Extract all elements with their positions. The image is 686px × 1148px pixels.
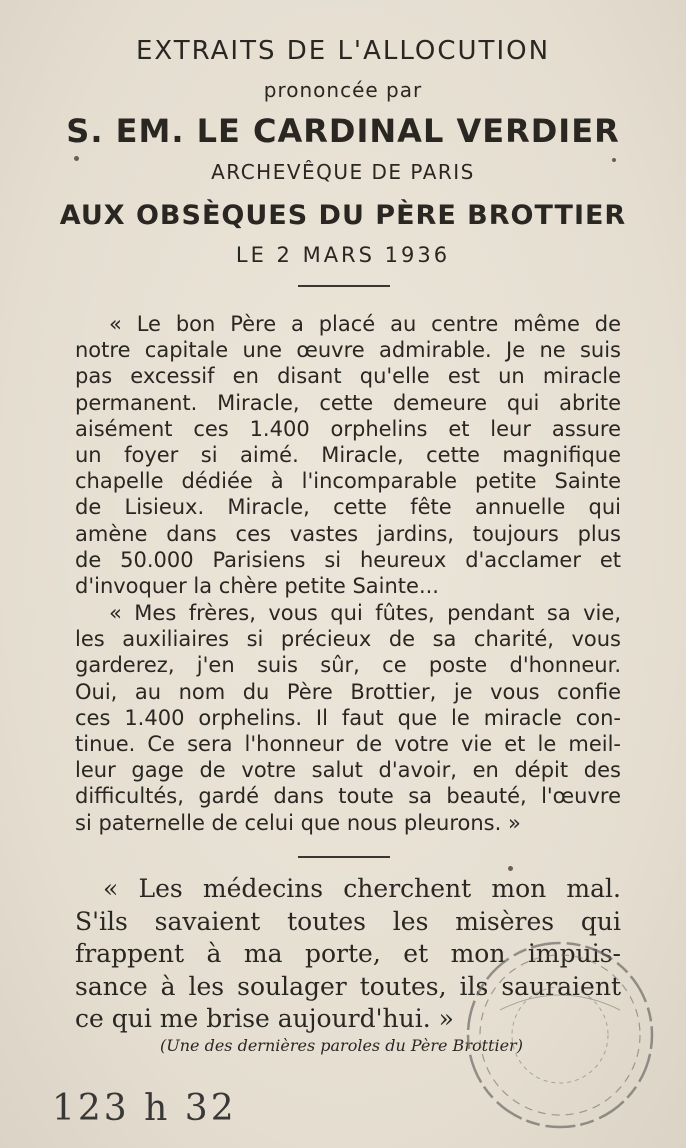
library-stamp-icon bbox=[440, 940, 670, 1140]
quote-line: ces 1.400 orphelins. Il faut que le miracle con- bbox=[75, 705, 621, 730]
last-words-line: « Les médecins cherchent mon mal. bbox=[103, 874, 621, 903]
quote-line: tinue. Ce sera l'honneur de votre vie et le meil- bbox=[75, 731, 621, 756]
quote-line: chapelle dédiée à l'incomparable petite Sainte bbox=[75, 469, 621, 494]
quote-line: Oui, au nom du Père Brottier, je vous confie bbox=[75, 679, 621, 704]
quote-line: difficultés, gardé dans toute sa beauté, l'œuvre bbox=[75, 784, 621, 809]
quote-line: notre capitale une œuvre admirable. Je ne suis bbox=[75, 338, 621, 363]
paper-speck bbox=[508, 866, 513, 871]
speaker-title: ARCHEVÊQUE DE PARIS bbox=[211, 160, 475, 184]
header-line2: prononcée par bbox=[263, 78, 423, 102]
quote-line: aisément ces 1.400 orphelins et leur assure bbox=[75, 416, 621, 441]
quote-line: pas excessif en disant qu'elle est un miracle bbox=[75, 364, 621, 389]
quote-line: « Le bon Père a placé au centre même de bbox=[109, 312, 621, 336]
header-line1: EXTRAITS DE L'ALLOCUTION bbox=[135, 36, 551, 66]
quote-line: « Mes frères, vous qui fûtes, pendant sa vie, bbox=[109, 601, 621, 625]
quote-line: d'invoquer la chère petite Sainte... bbox=[75, 573, 439, 598]
quote-paragraph-2 bbox=[75, 600, 621, 836]
date-line: LE 2 MARS 1936 bbox=[235, 243, 451, 267]
last-words-line: S'ils savaient toutes les misères qui bbox=[75, 906, 621, 936]
quote-line: permanent. Miracle, cette demeure qui abrite bbox=[75, 390, 621, 415]
speaker-name: S. EM. LE CARDINAL VERDIER bbox=[66, 112, 620, 150]
quote-line: si paternelle de celui que nous pleurons. » bbox=[75, 810, 521, 835]
occasion-heading: AUX OBSÈQUES DU PÈRE BROTTIER bbox=[59, 200, 627, 231]
quote-paragraph-1 bbox=[75, 311, 621, 599]
last-words-line: ce qui me brise aujourd'hui. » bbox=[75, 1004, 454, 1033]
quote-line: garderez, j'en suis sûr, ce poste d'honneur. bbox=[75, 653, 621, 678]
paper-speck bbox=[74, 156, 79, 161]
divider-top bbox=[298, 285, 390, 287]
quote-line: de Lisieux. Miracle, cette fête annuelle qui bbox=[75, 495, 621, 520]
quote-line: amène dans ces vastes jardins, toujours plus bbox=[75, 521, 621, 546]
last-words-line: frappent à ma porte, et mon impuis- bbox=[75, 939, 621, 968]
quote-line: de 50.000 Parisiens si heureux d'acclamer et bbox=[75, 547, 621, 572]
last-words-line: sance à les soulager toutes, ils sauraient bbox=[75, 971, 621, 1001]
divider-bottom bbox=[298, 856, 390, 858]
attribution: (Une des dernières paroles du Père Brottier) bbox=[160, 1036, 523, 1055]
paper-speck bbox=[612, 158, 616, 162]
quote-line: un foyer si aimé. Miracle, cette magnifique bbox=[75, 442, 621, 467]
handwritten-shelfmark: 123 h 32 bbox=[52, 1088, 237, 1129]
quote-line: leur gage de votre salut d'avoir, en dépit des bbox=[75, 758, 621, 783]
quote-line: les auxiliaires si précieux de sa charité, vous bbox=[75, 627, 621, 652]
